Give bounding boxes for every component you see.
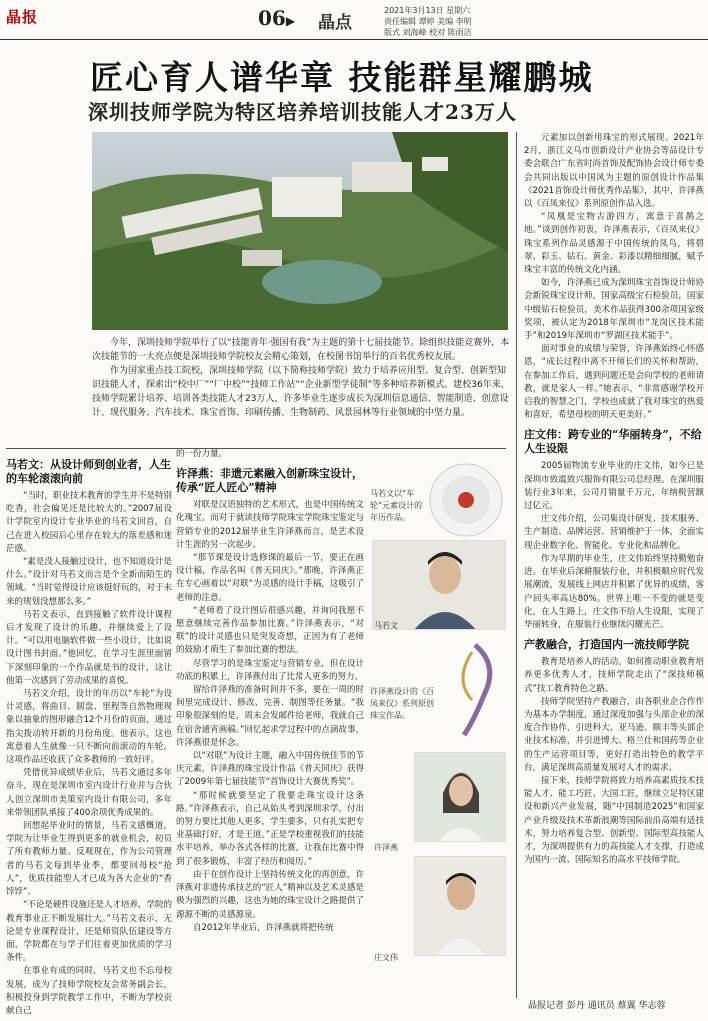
page-number	[258, 6, 295, 30]
paragraph: 元素加以创新用珠宝的形式展现。2021年2月，浙江义乌市创新设计产业协会等品设计专委会联合广东省时尚首饰及配饰协会设计师专委会共同出版以中国风为主题的原创设计作品集《2021首饰设计师优秀作品集》，其中，许泽燕以《百凤来仪》系列原创作品入选。	[524, 133, 704, 210]
zhuang-wenwei-portrait	[414, 856, 506, 956]
ma-label: 马若文	[374, 621, 398, 630]
headline: 匠心育人谱华章 技能群星耀鹏城	[90, 58, 594, 97]
xu-zeyan-portrait	[414, 752, 506, 842]
paragraph: 尽管学习的是珠宝鉴定与营销专业，但在设计功底的积累上，许泽燕付出了比常人更多的努力。	[176, 658, 364, 682]
column-divider-right	[516, 132, 517, 998]
zhuang-label: 庄文伟	[374, 953, 398, 962]
paragraph: “那节课是设计选修课的最后一节，要正在画设计稿，作品名叫《普天同庆》。”那晚，许泽燕正在专心画着以“对联”为灵感的设计手稿，这吸引了老师的注意。	[176, 553, 364, 603]
paragraph: 技师学院坚持产教融合，由各职业企合作作为基本办学制度，通过深度加强与头部企业的深度合作协作，引进科大、亚马逊、顺丰等头部企业技术标准，并引进博大、格兰仕和国药等企业的生产运营项目等，更好打造出特色的教学平台，满足深圳高质量发展对人才的需求。	[524, 696, 704, 773]
paragraph: 的一份力量。	[176, 449, 228, 459]
watch-caption: 马若文以“车轮”元素设计的年历作品。	[370, 489, 423, 522]
paragraph: 留给许泽燕的准备时间并不多，要在一周的时间里完成设计、修改、完善、制图等任务量。“我印象很深刻的是，周末会发邮件给老师，我就自己在宿舍通宵画稿。”回忆起求学过程中的点滴故事，许泽燕很是怀念。	[176, 685, 364, 748]
article-column-1	[6, 452, 172, 1017]
page-arrow-icon: ▶	[285, 14, 296, 28]
paragraph: 对联是汉语独特的艺术形式，也是中国传统文化瑰宝。而对于就读技师学院珠宝学院珠宝鉴定与营销专业的2012届毕业生许泽燕而言，是艺术设计生涯的另一次起步。	[176, 500, 364, 550]
article-column-3	[524, 132, 704, 994]
masthead-meta	[384, 5, 524, 38]
paragraph: 马若文介绍，设计的年历以“车轮”为设计灵感，将曲目、圆盘、里程等自然物理现象以抽象的图形融合12个月份的页面，通过指尖拨动转开新的月份角度。他表示，这也寓意着人生就像一只不断向前滚动的车轮，这项作品还收获了众多教师的一致好评。	[6, 689, 172, 766]
newspaper-logo: 晶报	[6, 8, 39, 26]
paragraph: “凤凰是宝物古游四方，寓意于喜鹊之地。”谈到创作初衷，许泽燕表示，《百凤来仪》珠宝系列作品灵感源于中国传统的凤鸟，将碧翠、彩玉、钻石、黄金、彩漆以精细细腻，赋予珠宝丰富的传统文化内涵。	[524, 212, 704, 276]
section-heading-zhuang: 庄文伟：跨专业的“华丽转身”，不给人生设限	[524, 428, 702, 456]
paragraph: “不论是硬件设施还是人才培养，学院的教育事业正不断发展壮大。”马若文表示，无论是专业课程设计，还是师资队伍建设等方面，学院都在与学子们往着更加优质的学习条件。	[6, 900, 172, 964]
paragraph: 2005届物流专业毕业的庄文伟，如今已是深圳市致震致兴服饰有限公司总经理。在深圳服装行业3年来，公司月销量千万元，年纳税营额过亿元。	[524, 461, 704, 512]
paragraph: 回想起毕业时的情景，马若文感慨道，学院为让毕业生得到更多的就业机会，初员了所有教师力量。反观现在，作为公司管理者的马若文每到毕业季，都要回母校“抢人”，优质技能型人才已成为各大企业的“香饽饽”。	[6, 821, 172, 898]
meta-edit: 责任编辑 谭婷 美编 李明	[384, 17, 472, 26]
paragraph: “那时候就要坚定了我要走珠宝设计这条路。”许泽燕表示，自己从始头考到深圳求学，付出的努力要比其他人更多，学生要多，只有扎实把专业基础打好，才是王道。”正是学校重视我们的技能水平培养，举办各式各样的比赛，让我在比赛中得到了很多锻炼，丰富了经历和阅历。”	[176, 790, 364, 867]
section-title: 晶点	[318, 13, 352, 33]
paragraph: 凭借优异成绩毕业后，马若文通过多年奋斗，现在是深圳市室内设计行业并与合伙人创立深圳市美策室内设计有限公司，多年来带领团队承接了400余项优秀成果的。	[6, 768, 172, 818]
paragraph: 由于在创作设计上坚持传统文化的再创意，许泽燕对非遗传承技艺的“匠人”精神以及艺术灵感是极为强烈的兴趣，这也为她的珠宝设计之路提供了源源不断的灵感源泉。	[176, 869, 364, 920]
portrait-xu-illustration	[415, 753, 506, 842]
campus-aerial-illustration	[92, 132, 508, 330]
paragraph: 面对事业的成绩与荣誉，许泽燕始终心怀感恩，“成长过程中离不开师长们的关怀和帮助，在参加工作后，遇到问题还是会向学校的老师请教，就是家人一样。”她表示，“非常感谢学校开启我的智慧之门，学校也成就了我对珠宝的热爱和喜好，希望母校的明天更美好。”	[524, 344, 704, 421]
jewelry-photo	[444, 640, 506, 740]
photo-caption: 今年，深圳技师学院举行了以“技能青年·强国有我”为主题的第十七届技能节。除组织技能竞赛外，本次技能节的一大亮点便是深圳技师学院校友会精心策划，在校图书馆举行的百名优秀校友展。	[92, 338, 510, 362]
paragraph: 自2012年毕业后，许泽燕就将把传统	[193, 922, 334, 933]
portrait-zhuang-illustration	[415, 857, 506, 956]
paragraph: “素是没人接触过设计，也不知道设计是什么。”设计对马若文而言是个全新而陌生的领域。“当时觉得设计应该挺好玩的，对于未来的规划没想那么多。”	[6, 557, 172, 607]
jewel-caption: 许泽燕设计的《百凤来仪》系列原创珠宝作品。	[370, 687, 434, 720]
paragraph: “当时，职业技术教育的学生并不是特别吃香，社会偏见还是比较大的。”2007届设计学院室内设计专业毕业的马若文回首，自己在进入校园后心里存在较大的落差感和迷茫感。	[6, 491, 172, 554]
lead-paragraph: 作为国家重点技工院校，深圳技师学院（以下简称技师学院）致力于培养应用型、复合型、创新型知识技能人才，探索出“校中厂”“厂中校”“技师工作站”“企业新型学徒制”等多种培养新模式。建校36年来，技师学院累计培养、培训各类技能人才23万人，许多毕业生逐步成长为深圳信息通信、智能制造、创意设计、现代服务、汽车技术、珠宝首饰、印刷传播、生物制药、风景园林等行业领域的中坚力量。	[92, 366, 510, 418]
paragraph: 在事业有成的同时，马若文也不忘母校发展，成为了技师学院校友会常务副会长，积极投身到学院教学工作中，不断为学校贡献自己	[6, 966, 172, 1016]
paragraph: 庄文伟介绍，公司集设计研发、技术服务、生产制造、品牌运营、营销维护于一体，全面实现企业数字化、智能化、专业化和品牌化。	[524, 514, 704, 551]
paragraph: 如今，许泽燕已成为深圳珠宝首饰设计师协会新锐珠宝设计师，国家高级宝石检验员，国家中级钻石检验员，美术作品获得300余项国家级奖项，被认定为2018年深圳市“龙岗区技术能手”和2019年深圳市“罗湖区技术能手”。	[524, 278, 704, 342]
paragraph: 教育是培养人的活动。如何推动职业教育培养更多优秀人才，技师学院走出了“深技师模式”技工教育特色之路。	[524, 657, 704, 694]
ma-ruowen-portrait	[372, 540, 506, 630]
paragraph: “老师看了设计图后很感兴趣，并询问我愿不愿意继续完善作品参加比赛。”许泽燕表示，“对联”的设计灵感也只是突发奇想，正因为有了老师的鼓励才萌生了参加比赛的想法。	[176, 605, 364, 656]
section-heading-integration: 产教融合，打造国内一流技师学院	[524, 638, 689, 652]
page-number-value: 06	[258, 6, 286, 30]
section-heading-ma: 马若文：从设计师到创业者，人生的车轮滚滚向前	[6, 458, 171, 485]
paragraph: 以“对联”为设计主题，融入中国传统佳节的节庆元素，许泽燕的珠宝设计作品《普天同庆》获得了2009年第七届技能节“首饰设计大赛优秀奖”。	[176, 751, 364, 788]
meta-proof: 版式 刘海峰 校对 陈雨洁	[384, 28, 472, 37]
portrait-ma-illustration	[373, 541, 506, 630]
campus-aerial-photo	[92, 132, 508, 330]
calendar-wheel-icon	[426, 460, 506, 540]
jewelry-illustration	[444, 640, 506, 740]
paragraph: 接下来，技师学院将致力培养高素质技术技能人才、能工巧匠、大国工匠，继续立足特区建设和新兴产业发展，随“中国制造2025”和国家产业升级及技术革新浪潮等国际前沿高端有适技术，努力培养复合型、创新型、国际型高技能人才，为深圳提供有力的高技能人才支撑，打造成为国内一流、国际知名的高水平技师学院。	[524, 775, 704, 866]
meta-date: 2021年3月13日 星期六	[384, 6, 471, 15]
subheadline: 深圳技师学院为特区培养培训技能人才23万人	[88, 100, 517, 124]
paragraph: 马若文表示，直到接触了软件设计课程后才发现了设计的乐趣，并继续爱上了设计。“可以用电脑软件做一些小设计，比如说设计图书封面。”他回忆，在学习生涯里面留下深刻印象的一个作品就是书的设计，这让他第一次感到了劳动成果的喜悦。	[6, 609, 172, 686]
section-heading-xu: 许泽燕：非遗元素融入创新珠宝设计，传承“匠人匠心”精神	[176, 467, 363, 495]
paragraph: 作为早期的毕业生，庄文伟始终坚持勤勉奋进。在毕业后深耕服装行业，并积极顺应时代发展潮流，发展线上网店并积累了优异的成绩，客户回头率高达80%。世界上唯一不变的就是变化，在人生路上，庄文伟不给人生设限，实现了华丽转身，在服装行业继续闪耀光芒。	[524, 553, 704, 630]
article-column-2	[176, 448, 364, 1017]
masthead	[0, 0, 708, 40]
xu-label: 许泽燕	[374, 843, 398, 852]
byline: 晶报记者 彭丹 通讯员 蔡翼 华志蓉	[528, 1001, 666, 1011]
calendar-wheel-photo	[426, 460, 506, 540]
